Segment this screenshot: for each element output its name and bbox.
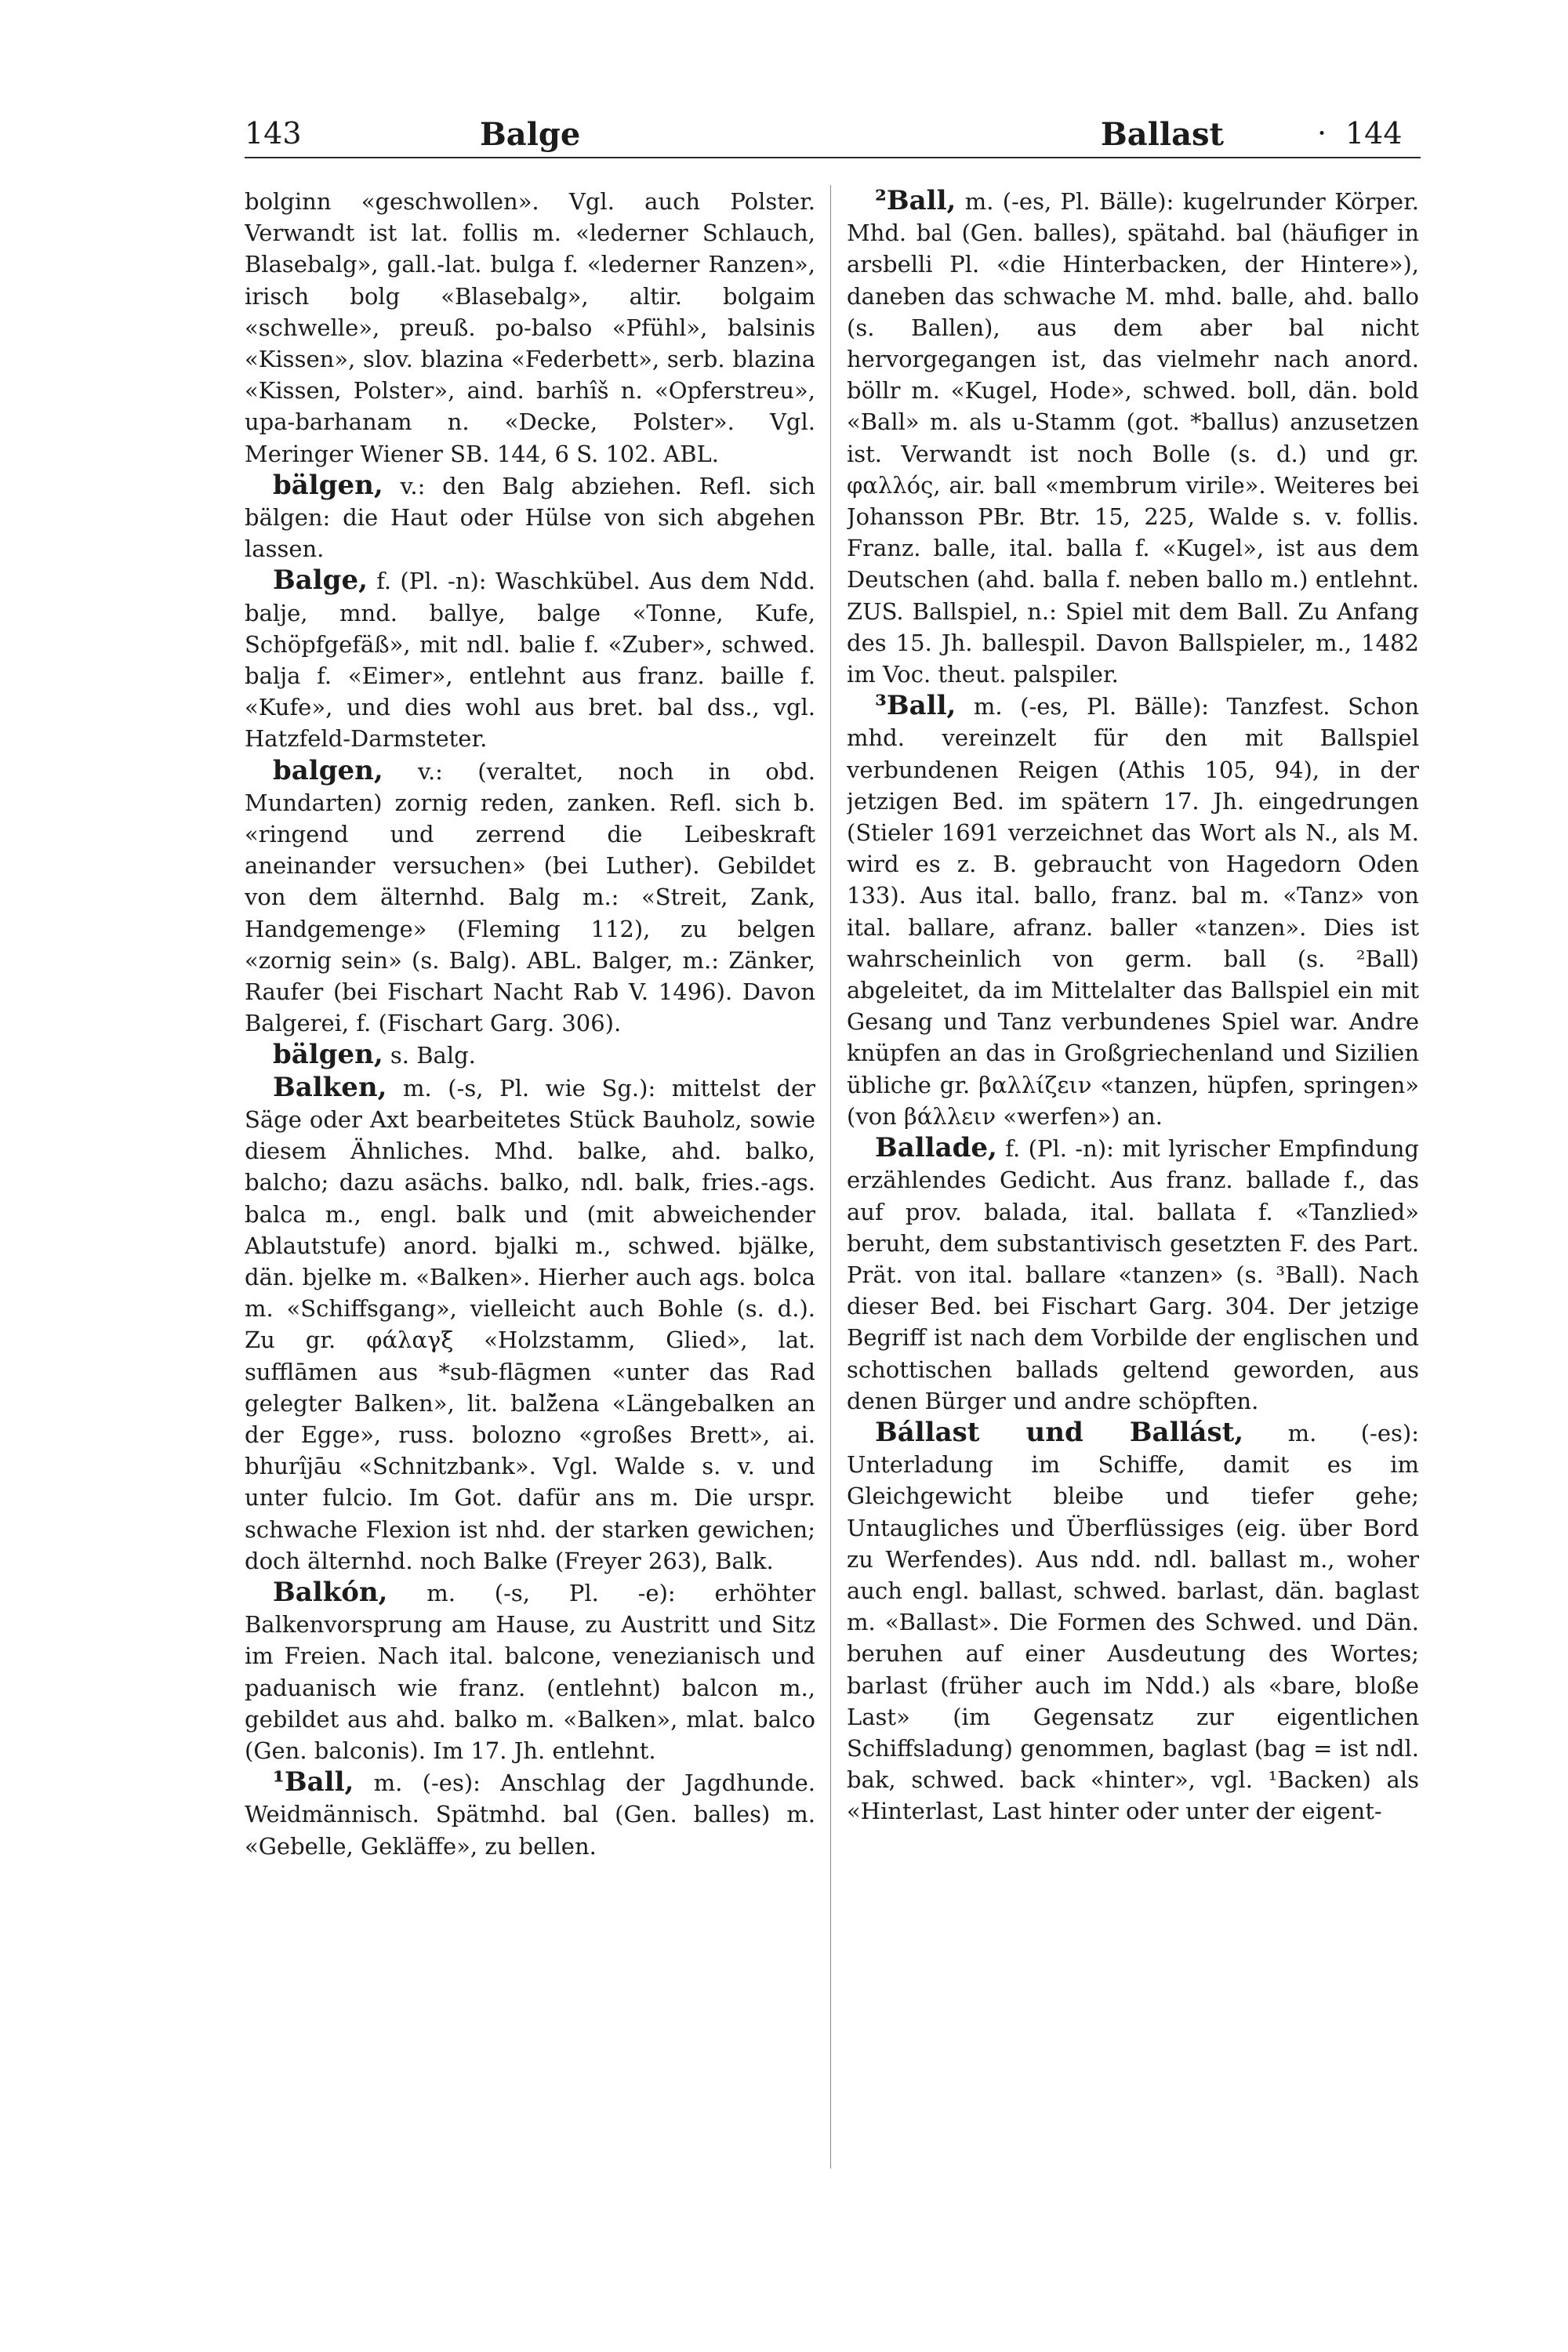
entry-text: m. (-es): Anschlag der Jagdhunde. Weidmännisch. Spätmhd. bal (Gen. balles) m. «Gebelle, Gekläffe», zu bellen. [245, 1769, 815, 1860]
dictionary-entry [245, 564, 815, 754]
entry-headword: ¹Ball, [273, 1766, 354, 1798]
page-number-right: 144 [1345, 116, 1403, 151]
entry-headword: balgen, [273, 754, 383, 786]
entry-text: m. (-s, Pl. -e): erhöhter Balkenvorsprung am Hause, zu Austritt und Sitz im Freien. Nach ital. balcone, venezianisch und paduanisch wie franz. (entlehnt) balcon m., gebildet aus ahd. balko m. «Balken», mlat. balco (Gen. balconis). Im 17. Jh. entlehnt. [245, 1579, 815, 1764]
header-dot: · [1317, 116, 1327, 151]
entry-text: m. (-es): Unterladung im Schiffe, damit es im Gleichgewicht bleibe und tiefer gehe; Untaugliches und Überflüssiges (eig. über Bord zu Werfendes). Aus ndd. ndl. ballast m., woher auch engl. ballast, schwed. barlast, dän. baglast m. «Ballast». Die Formen des Schwed. und Dän. beruhen auf einer Ausdeutung des Wortes; barlast (früher auch im Ndd.) als «bare, bloße Last» (im Gegensatz zur eigentlichen Schiffsladung) genommen, baglast (bag = ist ndl. bak, schwed. back «hinter», vgl. ¹Backen) als «Hinterlast, Last hinter oder unter der eigent- [847, 1419, 1419, 1825]
header-rule [245, 157, 1421, 158]
entry-text: f. (Pl. -n): Waschkübel. Aus dem Ndd. balje, mnd. ballye, balge «Tonne, Kufe, Schöpfgefäß», mit ndl. balie f. «Zuber», schwed. balja f. «Eimer», entlehnt aus franz. baille f. «Kufe», und dies wohl aus bret. bal dss., vgl. Hatzfeld-Darmsteter. [245, 568, 815, 753]
entry-text: s. Balg. [383, 1042, 476, 1069]
dictionary-entry [245, 1766, 815, 1862]
dictionary-entry [847, 690, 1419, 1132]
dictionary-entry [245, 1577, 815, 1766]
entry-text: m. (-es, Pl. Bälle): Tanzfest. Schon mhd. vereinzelt für den mit Ballspiel verbundenen Reigen (Athis 105, 94), in der jetzigen Bed. im spätern 17. Jh. eingedrungen (Stieler 1691 verzeichnet das Wort als N., als M. wird es z. B. gebraucht von Hagedorn Oden 133). Aus ital. ballo, franz. bal m. «Tanz» von ital. ballare, afranz. baller «tanzen». Dies ist wahrscheinlich von germ. ball (s. ²Ball) abgeleitet, da im Mittelalter das Ballspiel ein mit Gesang und Tanz verbundenes Spiel war. Andre knüpfen an das in Großgriechenland und Sizilien übliche gr. βαλλίζειν «tanzen, hüpfen, springen» (von βάλλειν «werfen») an. [847, 693, 1419, 1130]
entry-headword: Balkón, [273, 1576, 388, 1608]
entry-headword: bälgen, [273, 469, 383, 501]
entry-text: f. (Pl. -n): mit lyrischer Empfindung erzählendes Gedicht. Aus franz. ballade f., das auf prov. balada, ital. ballata f. «Tanzlied» beruht, dem substantivisch gesetzten F. des Part. Prät. von ital. ballare «tanzen» (s. ³Ball). Nach dieser Bed. bei Fischart Garg. 304. Der jetzige Begriff ist nach dem Vorbilde der englischen und schottischen ballads geltend geworden, aus denen Bürger und andre schöpften. [847, 1135, 1419, 1414]
page-header [245, 116, 1421, 163]
dictionary-entry [245, 470, 815, 565]
running-head-right: Ballast [1101, 116, 1225, 153]
dictionary-entry [245, 1072, 815, 1577]
dictionary-entry [847, 185, 1419, 690]
entry-text: v.: den Balg abziehen. Refl. sich bälgen: die Haut oder Hülse von sich abgehen lassen. [245, 472, 815, 563]
entry-headword: Bállast und Ballást, [875, 1416, 1244, 1448]
entry-text: bolginn «geschwollen». Vgl. auch Polster. Verwandt ist lat. follis m. «lederner Schlauch, Blasebalg», gall.-lat. bulga f. «lederner Ranzen», irisch bolg «Blasebalg», altir. bolgaim «schwelle», preuß. po-balso «Pfühl», balsinis «Kissen», slov. blazina «Federbett», serb. blazina «Kissen, Polster», aind. barhîš n. «Opferstreu», upa-barhanam n. «Decke, Polster». Vgl. Meringer Wiener SB. 144, 6 S. 102. ABL. [245, 188, 815, 467]
entry-headword: Ballade, [875, 1132, 997, 1164]
entry-text: m. (-s, Pl. wie Sg.): mittelst der Säge oder Axt bearbeitetes Stück Bauholz, sowie diesem Ähnliches. Mhd. balke, ahd. balko, balcho; dazu asächs. balko, ndl. balk, fries.-ags. balca m., engl. balk und (mit abweichender Ablautstufe) anord. bjalki m., schwed. bjälke, dän. bjelke m. «Balken». Hierher auch ags. bolca m. «Schiffsgang», vielleicht auch Bohle (s. d.). Zu gr. φάλαγξ «Holzstamm, Glied», lat. sufflāmen aus *sub-flāgmen «unter das Rad gelegter Balken», lit. balž̃ena «Längebalken an der Egge», russ. bolozno «großes Brett», ai. bhurîjāu «Schnitzbank». Vgl. Walde s. v. und unter fulcio. Im Got. dafür ans m. Die urspr. schwache Flexion ist nhd. der starken gewichen; doch älternhd. noch Balke (Freyer 263), Balk. [245, 1074, 815, 1574]
entry-headword: ²Ball, [875, 185, 956, 216]
entry-headword: ³Ball, [875, 690, 956, 722]
dictionary-entry [245, 1039, 815, 1071]
entry-text: m. (-es, Pl. Bälle): kugelrunder Körper. Mhd. bal (Gen. balles), spätahd. bal (häufiger in arsbelli Pl. «die Hinterbacken, der Hintere»), daneben das schwache M. mhd. balle, ahd. ballo (s. Ballen), aus dem aber bal nicht hervorgegangen ist, das vielmehr nach anord. böllr m. «Kugel, Hode», schwed. boll, dän. bold «Ball» m. als u-Stamm (got. *ballus) anzusetzen ist. Verwandt ist noch Bolle (s. d.) und gr. φαλλός, air. ball «membrum virile». Weiteres bei Johansson PBr. Btr. 15, 225, Walde s. v. follis. Franz. balle, ital. balla f. «Kugel», ist aus dem Deutschen (ahd. balla f. neben ballo m.) entlehnt. ZUS. Ballspiel, n.: Spiel mit dem Ball. Zu Anfang des 15. Jh. ballespil. Davon Ballspieler, m., 1482 im Voc. theut. palspiler. [847, 188, 1419, 688]
entry-headword: Balge, [273, 564, 368, 597]
right-column [847, 185, 1419, 2216]
entry-headword: Balken, [273, 1071, 387, 1103]
dictionary-entry [847, 1417, 1419, 1828]
dictionary-entry [245, 755, 815, 1040]
left-column [245, 185, 815, 2216]
entry-text: v.: (veraltet, noch in obd. Mundarten) zornig reden, zanken. Refl. sich b. «ringend und zerrend die Leibeskraft aneinander versuchen» (bei Luther). Gebildet von dem älternhd. Balg m.: «Streit, Zank, Handgemenge» (Fleming 112), zu belgen «zornig sein» (s. Balg). ABL. Balger, m.: Zänker, Raufer (bei Fischart Nacht Rab V. 1496). Davon Balgerei, f. (Fischart Garg. 306). [245, 757, 815, 1037]
column-divider [830, 185, 831, 2169]
page-number-left: 143 [245, 116, 302, 151]
dictionary-entry [847, 1132, 1419, 1417]
entry-headword: bälgen, [273, 1039, 383, 1071]
running-head-left: Balge [480, 116, 581, 153]
dictionary-entry [245, 185, 815, 470]
